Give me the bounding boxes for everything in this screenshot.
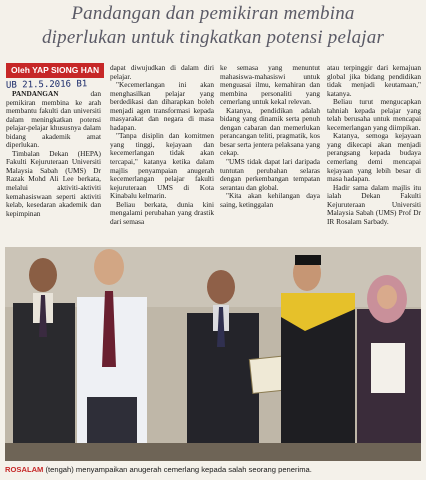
paragraph: Timbalan Dekan (HEPA) Fakulti Kejuruteraan Universiti Malaysia Sabah (UMS) Dr Razak Mohd Ali Lee berkata, melalui aktiviti-aktiviti kemahasiswaan seperti aktiviti kelab, kesedaran akademik dan kepimpinan [6, 148, 101, 218]
photo-illustration [5, 247, 421, 461]
paragraph: "Kita akan kehilangan daya saing, ketinggalan [220, 191, 320, 209]
paragraph: dapat diwujudkan di dalam diri pelajar. [110, 64, 214, 81]
paragraph: "Tanpa disiplin dan komitmen yang tinggi, kejayaan dan kecemerlangan tidak akan tercapai," katanya ketika dalam majlis penyampaian anugerah kecemerlangan pelajar fakulti kejuruteraan UMS di Kota Kinabalu kelmarin. [110, 131, 214, 201]
caption-text: (tengah) menyampaikan anugerah cemerlang kepada salah seorang penerima. [43, 465, 312, 474]
paragraph: atau terpinggir dari kemajuan global jika bidang pendidikan tidak menjadi keutamaan," katanya. [327, 64, 421, 98]
paragraph: "UMS tidak dapat lari daripada tuntutan perubahan selaras dengan perkembangan tempatan serantau dan global. [220, 157, 320, 192]
paragraph: dan pemikiran membina ke arah membantu fakulti dan universiti dalam meningkatkan potensi pelajar-pelajar khususnya dalam bidang akademik amat diperlukan. [6, 90, 101, 150]
author-byline: Oleh YAP SIONG HAN [6, 63, 104, 78]
caption-name: ROSALAM [5, 465, 44, 474]
paragraph: ke semasa yang menuntut mahasiswa-mahasiswi untuk menguasai ilmu, kemahiran dan membina personaliti yang cemerlang untuk kekal relevan. [220, 64, 320, 107]
paragraph: Hadir sama dalam majlis itu ialah Dekan Fakulti Kejuruteraan Universiti Malaysia Sabah (UMS) Prof Dr IR Rosalam Sarbady. [327, 182, 421, 226]
handwritten-date-note: UB 21.5.2016 B1 [5, 79, 88, 91]
paragraph: "Kecemerlangan ini akan menghasilkan pelajar yang berdedikasi dan diharapkan boleh menjadi agen transformasi kepada masyarakat dan negara di masa hadapan. [110, 80, 214, 132]
lead-word: PANDANGAN [12, 90, 59, 98]
article-column-2 [110, 64, 214, 239]
headline-line-1: Pandangan dan pemikiran membina [71, 3, 355, 24]
paragraph: Beliau berkata, dunia kini mengalami perubahan yang drastik dari semasa [110, 199, 214, 226]
paragraph: Katanya, semoga kejayaan yang dikecapi akan menjadi perangsang kepada budaya cemerlang demi mencapai kejayaan yang lebih besar di masa hadapan. [327, 131, 421, 184]
headline-line-2: diperlukan untuk tingkatkan potensi pelajar [41, 27, 385, 48]
paragraph: Katanya, pendidikan adalah bidang yang dinamik serta penuh dengan cabaran dan memerlukan perancangan teliti, pragmatik, kos besar serta jentera pelaksana yang cekap. [220, 105, 320, 158]
photo-caption [5, 465, 421, 474]
award-ceremony-photo [5, 247, 421, 461]
article-column-4 [327, 64, 421, 248]
article-column-1 [6, 90, 101, 250]
photo-floor [5, 443, 421, 461]
paragraph: Beliau turut mengucapkan tahniah kepada pelajar yang telah berusaha untuk mencapai kecemerlangan yang diimpikan. [327, 97, 421, 132]
article-body [0, 64, 426, 252]
article-headline [0, 2, 426, 50]
article-column-3 [220, 64, 320, 242]
